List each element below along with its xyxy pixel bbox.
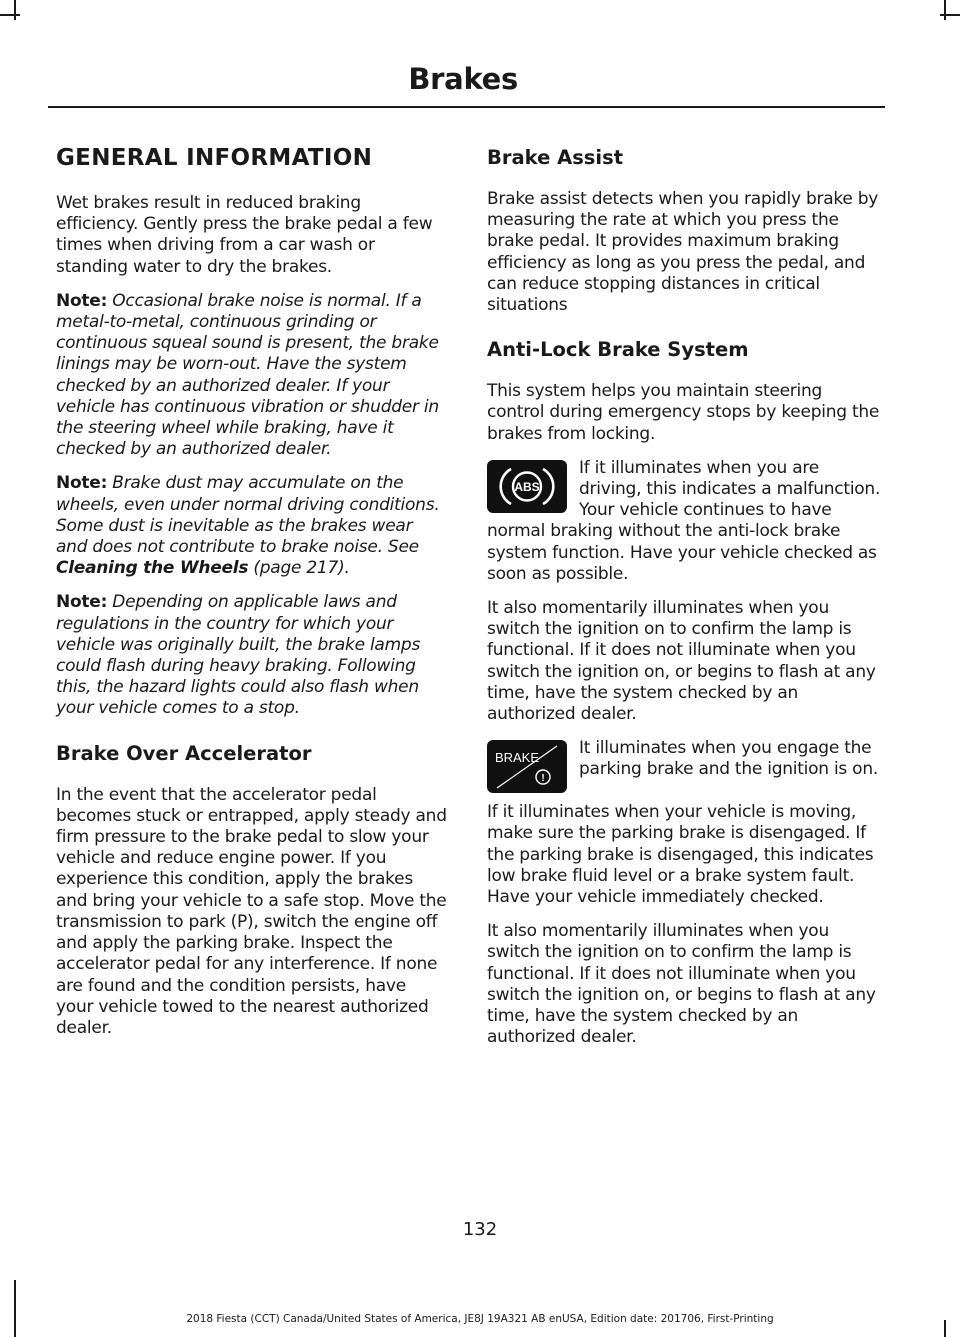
abs-warning-icon [487, 460, 567, 513]
right-column [487, 146, 881, 1062]
brake-over-accelerator-heading: Brake Over Accelerator [56, 741, 312, 765]
brake-lamp-text-3: It also momentarily illuminates when you switch the ignition on to confirm the lamp is functional. If it does not illuminate when you switch the ignition on, or begins to flash at any time, have the system checked by an authorized dealer. [487, 921, 876, 1048]
crop-mark-bottom-left-v [14, 1280, 16, 1337]
intro-paragraph: Wet brakes result in reduced braking efficiency. Gently press the brake pedal a few times when driving from a car wash or standing water to dry the brakes. [56, 193, 433, 277]
crop-mark-top-right-v [944, 0, 946, 20]
brake-assist-heading: Brake Assist [487, 146, 624, 169]
brake-lamp-text-2: If it illuminates when your vehicle is moving, make sure the parking brake is disengaged. If the parking brake is disengaged, this indicates low brake fluid level or a brake system fault. Have your vehicle immediately checked. [487, 802, 874, 908]
footer-edition-line: 2018 Fiesta (CCT) Canada/United States of America, JE8J 19A321 AB enUSA, Edition date: 201706, First-Printing [186, 1313, 774, 1325]
page-reference: (page 217). [248, 558, 350, 579]
note-brake-dust [56, 473, 448, 579]
crop-mark-top-right-h [940, 14, 960, 16]
brake-lamp-block [487, 738, 881, 802]
brake-warning-icon [487, 740, 567, 793]
note-brake-lamps [56, 592, 448, 719]
brake-icon-symbol: ! [541, 773, 545, 785]
crop-mark-top-left-h [0, 14, 20, 16]
header-rule [48, 106, 885, 108]
note-text: Occasional brake noise is normal. If a metal-to-metal, continuous grinding or continuous squeal sound is present, the brake linings may be worn-out. Have the system checked by an authorized dealer. If your vehicle has continuous vibration or shudder in the steering wheel while braking, have it checked by an authorized dealer. [56, 290, 439, 460]
general-information-heading: GENERAL INFORMATION [56, 145, 373, 171]
page-title: Brakes [408, 62, 518, 96]
anti-lock-heading: Anti-Lock Brake System [487, 338, 749, 362]
note-label: Note: [56, 592, 108, 613]
crop-mark-top-left-v [14, 0, 16, 20]
abs-icon-label: ABS [514, 479, 540, 494]
brake-over-accelerator-text: In the event that the accelerator pedal becomes stuck or entrapped, apply steady and firm pressure to the brake pedal to slow your vehicle and reduce engine power. If you experience this condition, apply the brakes and bring your vehicle to a safe stop. Move the transmission to park (P), switch the engine off and apply the parking brake. Inspect the accelerator pedal for any interference. If none are found and the condition persists, have your vehicle towed to the nearest authorized dealer. [56, 784, 447, 1038]
abs-lamp-text: If it illuminates when you are driving, this indicates a malfunction. Your vehicle continues to have normal braking without the anti-lock brake system function. Have your vehicle checked as soon as possible. [487, 457, 881, 584]
note-text: Depending on applicable laws and regulations in the country for which your vehicle was originally built, the brake lamps could flash during heavy braking. Following this, the hazard lights could also flash when your vehicle comes to a stop. [56, 592, 421, 719]
note-label: Note: [56, 290, 108, 311]
brake-assist-text: Brake assist detects when you rapidly brake by measuring the rate at which you press the brake pedal. It provides maximum braking efficiency as long as you press the pedal, and can reduce stopping distances in critical situations [487, 189, 879, 316]
brake-icon-label: BRAKE [494, 750, 540, 766]
abs-lamp-text-2: It also momentarily illuminates when you switch the ignition on to confirm the lamp is functional. If it does not illuminate when you switch the ignition on, or begins to flash at any time, have the system checked by an authorized dealer. [487, 598, 876, 725]
note-label: Note: [56, 473, 108, 494]
anti-lock-intro: This system helps you maintain steering control during emergency stops by keeping the brakes from locking. [487, 381, 880, 444]
note-text: Brake dust may accumulate on the wheels, even under normal driving conditions. Some dust is inevitable as the brakes wear and does not contribute to brake noise. See [56, 473, 440, 558]
cleaning-wheels-link[interactable]: Cleaning the Wheels [56, 558, 249, 579]
page-number: 132 [462, 1219, 498, 1240]
note-brake-noise [56, 291, 448, 461]
brake-lamp-text: It illuminates when you engage the parking brake and the ignition is on. [579, 738, 879, 780]
abs-lamp-block [487, 458, 881, 585]
left-column [56, 145, 448, 1052]
